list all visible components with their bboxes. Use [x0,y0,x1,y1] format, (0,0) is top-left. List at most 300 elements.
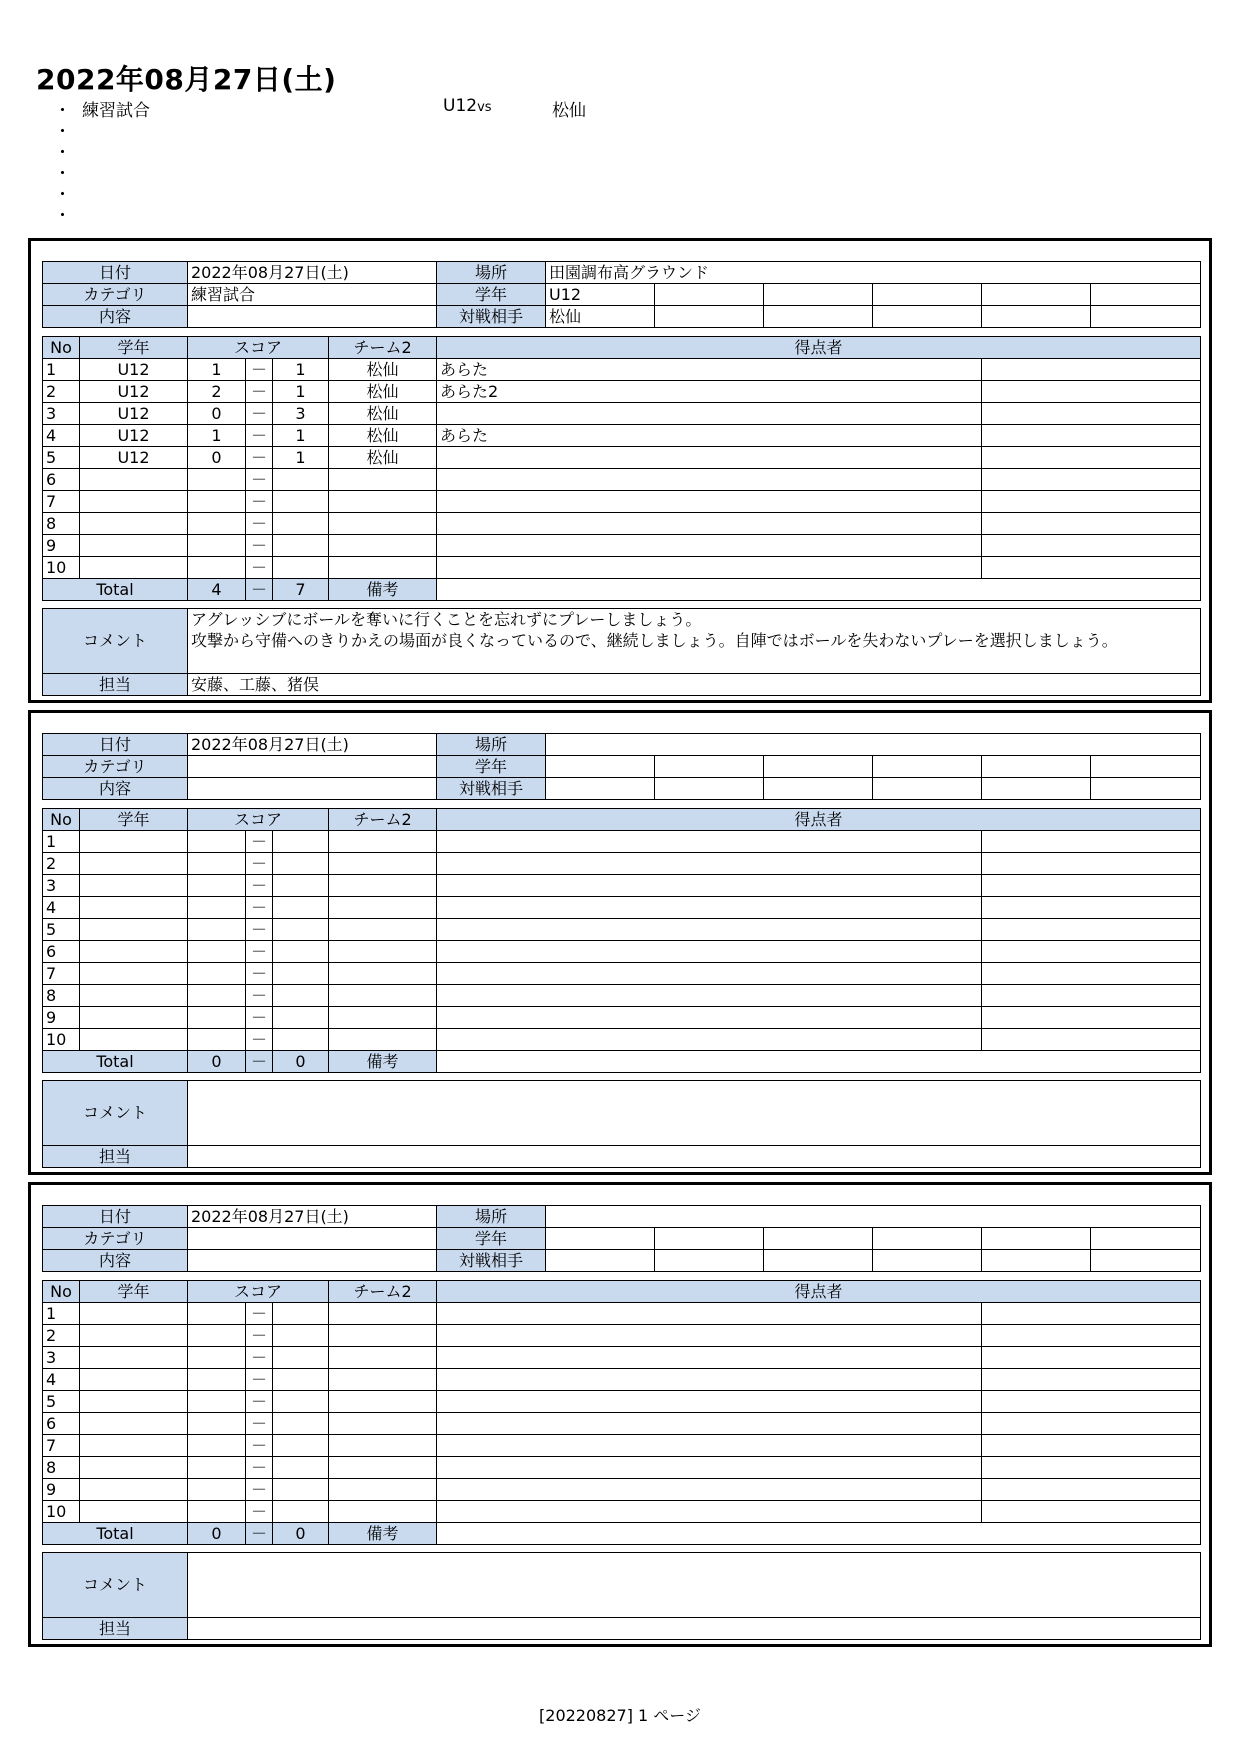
staff-label: 担当 [43,674,188,696]
grade-label: 学年 [437,284,546,306]
row-no: 4 [43,1369,80,1391]
row-team2: 松仙 [329,447,437,469]
row-no: 6 [43,941,80,963]
table-row [43,1347,1201,1369]
row-team2 [329,1029,437,1051]
row-score2 [273,1479,329,1501]
row-team2 [329,1007,437,1029]
row-scorer: あらた2 [437,381,982,403]
row-grade [80,919,188,941]
score-table [42,336,1200,601]
bullet: ・ [54,164,71,184]
summary-row [50,201,750,226]
row-no: 1 [43,359,80,381]
row-score2 [273,1435,329,1457]
row-no: 9 [43,1479,80,1501]
row-score1: 1 [188,359,246,381]
row-team2 [329,1413,437,1435]
row-scorer [437,963,982,985]
row-dash: － [246,875,273,897]
row-no: 1 [43,1303,80,1325]
bullet: ・ [54,143,71,163]
total-dash: － [246,1523,273,1545]
row-team2: 松仙 [329,359,437,381]
summary-row [50,138,750,163]
row-score1 [188,557,246,579]
row-scorer [437,919,982,941]
row-scorer [437,1479,982,1501]
table-row [43,359,1201,381]
row-team2 [329,985,437,1007]
row-dash: － [246,425,273,447]
row-scorer [437,469,982,491]
row-scorer [437,897,982,919]
row-score1: 0 [188,447,246,469]
row-dash: － [246,359,273,381]
place-label: 場所 [437,1206,546,1228]
row-dash: － [246,985,273,1007]
row-score2 [273,1501,329,1523]
table-row [43,1325,1201,1347]
row-score1 [188,941,246,963]
row-score2 [273,853,329,875]
row-score1 [188,469,246,491]
total-score1: 4 [188,579,246,601]
table-row [43,897,1201,919]
row-scorer [437,1435,982,1457]
row-scorer: あらた [437,425,982,447]
content-label: 内容 [43,306,188,328]
row-dash: － [246,513,273,535]
grade-label: 学年 [437,1228,546,1250]
row-grade [80,1303,188,1325]
row-dash: － [246,1369,273,1391]
comment-table [42,1552,1200,1640]
row-grade: U12 [80,381,188,403]
bullet: ・ [54,122,71,142]
summary-row [50,159,750,184]
row-no: 9 [43,535,80,557]
row-grade [80,1369,188,1391]
row-grade: U12 [80,359,188,381]
table-row [43,1435,1201,1457]
table-row [43,1479,1201,1501]
row-scorer [437,941,982,963]
row-dash: － [246,1479,273,1501]
row-team2 [329,469,437,491]
table-row [43,513,1201,535]
row-score2: 1 [273,425,329,447]
row-no: 7 [43,963,80,985]
row-dash: － [246,897,273,919]
row-dash: － [246,557,273,579]
row-no: 5 [43,919,80,941]
row-team2 [329,831,437,853]
row-score1 [188,875,246,897]
remarks-value [437,1051,1201,1073]
opponent-label: 対戦相手 [437,778,546,800]
row-team2: 松仙 [329,425,437,447]
row-grade [80,1347,188,1369]
row-grade [80,1413,188,1435]
row-score1 [188,1347,246,1369]
row-score2: 1 [273,381,329,403]
row-no: 7 [43,491,80,513]
row-grade [80,853,188,875]
remarks-value [437,579,1201,601]
place-label: 場所 [437,734,546,756]
row-dash: － [246,1413,273,1435]
place-value: 田園調布高グラウンド [546,262,1201,284]
row-score1 [188,1325,246,1347]
category-label: カテゴリ [43,756,188,778]
row-dash: － [246,1007,273,1029]
row-scorer [437,853,982,875]
row-score2 [273,985,329,1007]
row-score2 [273,1369,329,1391]
grade-label: 学年 [437,756,546,778]
row-scorer [437,831,982,853]
team2-header: チーム2 [329,337,437,359]
row-score2 [273,1391,329,1413]
row-score2: 3 [273,403,329,425]
table-row [43,447,1201,469]
place-label: 場所 [437,262,546,284]
row-score1 [188,1391,246,1413]
row-score2 [273,919,329,941]
row-team2 [329,963,437,985]
team2-header: チーム2 [329,809,437,831]
row-score1 [188,1435,246,1457]
scorer-header: 得点者 [437,337,1201,359]
staff-value [188,1618,1201,1640]
row-no: 8 [43,1457,80,1479]
row-score2 [273,1413,329,1435]
row-dash: － [246,963,273,985]
no-header: No [43,337,80,359]
row-grade [80,491,188,513]
row-scorer [437,535,982,557]
remarks-label: 備考 [329,579,437,601]
row-no: 2 [43,381,80,403]
table-row [43,1457,1201,1479]
row-no: 4 [43,425,80,447]
row-dash: － [246,1435,273,1457]
row-scorer [437,1347,982,1369]
row-team2 [329,919,437,941]
table-row [43,941,1201,963]
summary-row [50,96,750,121]
summary-opponent: 松仙 [552,101,586,121]
row-dash: － [246,1325,273,1347]
row-scorer [437,985,982,1007]
table-row [43,1501,1201,1523]
row-scorer [437,1391,982,1413]
scorer-header: 得点者 [437,1281,1201,1303]
match-info [42,1205,1200,1272]
table-row [43,853,1201,875]
summary-category: 練習試合 [82,101,150,121]
row-team2 [329,491,437,513]
row-scorer [437,1029,982,1051]
row-no: 3 [43,1347,80,1369]
row-team2 [329,897,437,919]
comment-table [42,1080,1200,1168]
row-no: 3 [43,875,80,897]
row-team2 [329,875,437,897]
row-score1 [188,1029,246,1051]
row-score2 [273,535,329,557]
row-score1 [188,853,246,875]
content-value [188,1250,437,1272]
summary-row [50,180,750,205]
row-dash: － [246,853,273,875]
row-scorer [437,1369,982,1391]
table-row [43,381,1201,403]
row-score2: 1 [273,359,329,381]
opponent-label: 対戦相手 [437,306,546,328]
date-value: 2022年08月27日(土) [188,734,437,756]
opponent-value [546,778,655,800]
table-row [43,875,1201,897]
row-dash: － [246,831,273,853]
row-grade: U12 [80,447,188,469]
match-info [42,261,1200,328]
row-score1: 2 [188,381,246,403]
total-label: Total [43,1523,188,1545]
row-team2 [329,1501,437,1523]
row-score2 [273,941,329,963]
row-score2 [273,963,329,985]
opponent-label: 対戦相手 [437,1250,546,1272]
summary-list [50,96,750,226]
row-no: 4 [43,897,80,919]
row-no: 8 [43,985,80,1007]
row-no: 10 [43,1029,80,1051]
scorer-header: 得点者 [437,809,1201,831]
row-grade [80,1391,188,1413]
page-footer: [20220827] 1 ページ [539,1706,701,1725]
category-value [188,756,437,778]
row-scorer [437,1457,982,1479]
comment-label: コメント [43,1553,188,1618]
match-block [28,710,1212,1175]
row-grade [80,1457,188,1479]
date-value: 2022年08月27日(土) [188,1206,437,1228]
date-label: 日付 [43,734,188,756]
page-title: 2022年08月27日(土) [36,63,337,96]
row-score2 [273,1303,329,1325]
row-score1 [188,1501,246,1523]
row-grade [80,1435,188,1457]
row-score2 [273,1007,329,1029]
table-row [43,919,1201,941]
row-dash: － [246,1029,273,1051]
category-label: カテゴリ [43,1228,188,1250]
row-team2 [329,941,437,963]
remarks-label: 備考 [329,1523,437,1545]
grade-header: 学年 [80,809,188,831]
row-score2 [273,831,329,853]
date-value: 2022年08月27日(土) [188,262,437,284]
row-grade: U12 [80,403,188,425]
row-score1 [188,1303,246,1325]
row-dash: － [246,381,273,403]
row-score2 [273,513,329,535]
row-score2 [273,875,329,897]
comment-label: コメント [43,609,188,674]
row-grade [80,941,188,963]
row-dash: － [246,1457,273,1479]
row-grade [80,985,188,1007]
no-header: No [43,1281,80,1303]
category-label: カテゴリ [43,284,188,306]
row-grade [80,897,188,919]
row-no: 5 [43,1391,80,1413]
table-row [43,1413,1201,1435]
row-dash: － [246,447,273,469]
row-dash: － [246,941,273,963]
staff-label: 担当 [43,1618,188,1640]
bullet: ・ [54,101,71,121]
staff-value [188,1146,1201,1168]
bullet: ・ [54,185,71,205]
row-score2 [273,1325,329,1347]
row-score1 [188,1413,246,1435]
total-label: Total [43,1051,188,1073]
row-dash: － [246,1501,273,1523]
row-team2 [329,1325,437,1347]
row-team2 [329,1391,437,1413]
table-row [43,985,1201,1007]
row-score1 [188,491,246,513]
comment-line: アグレッシブにボールを奪いに行くことを忘れずにプレーしましょう。 [191,610,702,629]
row-grade [80,1479,188,1501]
row-grade [80,963,188,985]
comment-line: 攻撃から守備へのきりかえの場面が良くなっているので、継続しましょう。自陣ではボールを失わないプレーを選択しましょう。 [191,631,1118,650]
row-dash: － [246,535,273,557]
match-info [42,733,1200,800]
row-scorer [437,557,982,579]
table-row [43,1029,1201,1051]
table-row [43,1391,1201,1413]
row-score1 [188,535,246,557]
date-label: 日付 [43,262,188,284]
table-row [43,491,1201,513]
table-row [43,1303,1201,1325]
total-label: Total [43,579,188,601]
table-row [43,535,1201,557]
team2-header: チーム2 [329,1281,437,1303]
comment-value [188,1081,1201,1146]
grade-header: 学年 [80,1281,188,1303]
comment-value [188,609,1201,674]
row-team2 [329,535,437,557]
table-row [43,963,1201,985]
row-score2 [273,1029,329,1051]
total-dash: － [246,579,273,601]
grade-value [546,756,655,778]
row-no: 2 [43,1325,80,1347]
total-score2: 0 [273,1051,329,1073]
row-team2 [329,1479,437,1501]
row-score1 [188,831,246,853]
row-no: 10 [43,557,80,579]
row-no: 1 [43,831,80,853]
row-no: 6 [43,469,80,491]
comment-value [188,1553,1201,1618]
row-no: 6 [43,1413,80,1435]
row-scorer [437,875,982,897]
total-score1: 0 [188,1523,246,1545]
row-score2: 1 [273,447,329,469]
opponent-value: 松仙 [546,306,655,328]
table-row [43,1369,1201,1391]
row-grade: U12 [80,425,188,447]
row-grade [80,831,188,853]
row-team2 [329,557,437,579]
table-row [43,469,1201,491]
place-value [546,1206,1201,1228]
table-row [43,403,1201,425]
row-dash: － [246,491,273,513]
row-grade [80,1325,188,1347]
row-score1 [188,1007,246,1029]
row-score1 [188,897,246,919]
row-scorer [437,1007,982,1029]
row-team2 [329,853,437,875]
table-row [43,557,1201,579]
score-header: スコア [188,809,329,831]
row-scorer [437,1303,982,1325]
score-table [42,808,1200,1073]
table-row [43,1007,1201,1029]
row-dash: － [246,1391,273,1413]
row-team2 [329,1369,437,1391]
comment-table [42,608,1200,696]
table-row [43,425,1201,447]
row-grade [80,1501,188,1523]
row-score1: 1 [188,425,246,447]
row-score2 [273,469,329,491]
row-no: 10 [43,1501,80,1523]
row-score2 [273,491,329,513]
row-score1 [188,985,246,1007]
row-score1 [188,1457,246,1479]
total-score2: 7 [273,579,329,601]
row-dash: － [246,919,273,941]
row-dash: － [246,1303,273,1325]
row-grade [80,1007,188,1029]
row-no: 5 [43,447,80,469]
score-table [42,1280,1200,1545]
content-value [188,778,437,800]
total-score1: 0 [188,1051,246,1073]
score-header: スコア [188,1281,329,1303]
row-score1 [188,513,246,535]
row-no: 8 [43,513,80,535]
total-dash: － [246,1051,273,1073]
row-no: 3 [43,403,80,425]
remarks-value [437,1523,1201,1545]
row-score2 [273,1347,329,1369]
opponent-value [546,1250,655,1272]
row-team2 [329,1457,437,1479]
match-block [28,238,1212,703]
row-no: 2 [43,853,80,875]
row-scorer [437,1325,982,1347]
row-scorer [437,447,982,469]
